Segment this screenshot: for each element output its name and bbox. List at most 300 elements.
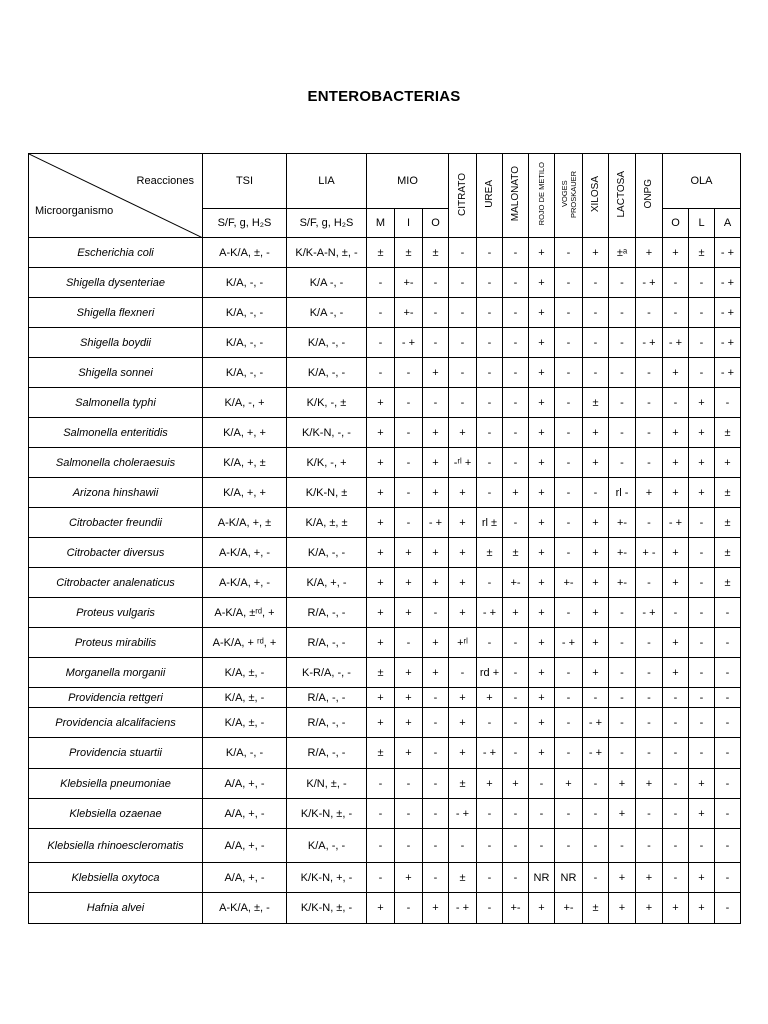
malonato-result: - [503,328,529,358]
urea-result: - + [477,598,503,628]
mio-i-result: + [395,688,423,708]
citrato-result: - [449,388,477,418]
table-row [29,478,741,508]
malonato-result: - [503,688,529,708]
lactosa-result: - [609,708,636,738]
xilosa-result: - + [583,738,609,769]
mio-i-result: + [395,738,423,769]
organism-name: Shigella sonnei [29,358,203,388]
malonato-result: - [503,418,529,448]
mio-m-result: - [367,298,395,328]
rojo-metilo-result: + [529,738,555,769]
lia-result: K/K-A-N, ±, - [287,238,367,268]
ola-o-result: - [663,738,689,769]
xilosa-result: - [583,358,609,388]
organism-name: Escherichia coli [29,238,203,268]
header-ola: OLA [663,154,741,209]
lia-result: K/K-N, ±, - [287,893,367,924]
rojo-metilo-result: + [529,538,555,568]
ola-l-result: - [689,688,715,708]
ola-l-result: - [689,568,715,598]
urea-result: - [477,328,503,358]
urea-result: - [477,799,503,829]
mio-i-result: + [395,863,423,893]
ola-l-result: + [689,769,715,799]
citrato-result: + [449,478,477,508]
urea-result: - [477,298,503,328]
ola-a-result: - [715,893,741,924]
malonato-result: - [503,829,529,863]
rojo-metilo-result: + [529,893,555,924]
organism-name: Klebsiella rhinoescleromatis [29,829,203,863]
lia-result: K/A, ±, ± [287,508,367,538]
organism-name: Klebsiella pneumoniae [29,769,203,799]
mio-m-result: + [367,708,395,738]
tsi-result: K/A, ±, - [203,708,287,738]
ola-o-result: - + [663,508,689,538]
voges-proskauer-result: - [555,658,583,688]
mio-i-result: +- [395,268,423,298]
malonato-result: - [503,799,529,829]
tsi-result: A-K/A, ±ʳᵈ, + [203,598,287,628]
header-tsi: TSI [203,154,287,209]
tsi-result: K/A, ±, - [203,658,287,688]
citrato-result: - + [449,799,477,829]
lactosa-result: - [609,388,636,418]
malonato-result: - [503,298,529,328]
lia-result: K-R/A, -, - [287,658,367,688]
tsi-result: A/A, +, - [203,769,287,799]
onpg-result: - [636,799,663,829]
ola-a-result: - [715,769,741,799]
ola-l-result: - [689,268,715,298]
mio-m-result: + [367,893,395,924]
mio-m-result: - [367,799,395,829]
table-row [29,708,741,738]
xilosa-result: + [583,538,609,568]
organism-name: Proteus vulgaris [29,598,203,628]
ola-a-result: - [715,658,741,688]
rojo-metilo-result: + [529,418,555,448]
mio-o-result: - [423,863,449,893]
rojo-metilo-result: + [529,598,555,628]
mio-o-result: - [423,829,449,863]
ola-o-result: + [663,448,689,478]
header-voges-proskauer: VOGES PROSKAUER [555,154,583,238]
ola-a-result: ± [715,568,741,598]
lia-result: K/K-N, +, - [287,863,367,893]
mio-m-result: + [367,598,395,628]
onpg-result: - [636,628,663,658]
malonato-result: + [503,478,529,508]
mio-o-result: - + [423,508,449,538]
citrato-result: ± [449,769,477,799]
tsi-result: K/A, +, + [203,418,287,448]
header-urea: UREA [477,154,503,238]
citrato-result: - [449,238,477,268]
header-rojo-de-metilo: ROJO DE METILO [529,154,555,238]
xilosa-result: - [583,688,609,708]
lactosa-result: - [609,328,636,358]
xilosa-result: - [583,829,609,863]
table-row [29,238,741,268]
xilosa-result: - + [583,708,609,738]
citrato-result: - [449,358,477,388]
header-ola-a: A [715,209,741,238]
xilosa-result: + [583,508,609,538]
organism-name: Shigella dysenteriae [29,268,203,298]
onpg-result: + [636,863,663,893]
table-row [29,388,741,418]
voges-proskauer-result: - [555,298,583,328]
header-mio-m: M [367,209,395,238]
tsi-result: K/A, +, ± [203,448,287,478]
xilosa-result: + [583,448,609,478]
rojo-metilo-result: + [529,328,555,358]
ola-l-result: - [689,628,715,658]
tsi-result: K/A, -, - [203,328,287,358]
lactosa-result: - [609,598,636,628]
lactosa-result: ±ᵃ [609,238,636,268]
table-row [29,769,741,799]
ola-o-result: + [663,893,689,924]
ola-l-result: - [689,508,715,538]
mio-o-result: - [423,708,449,738]
ola-l-result: ± [689,238,715,268]
citrato-result: ± [449,863,477,893]
mio-m-result: + [367,538,395,568]
urea-result: rd + [477,658,503,688]
lactosa-result: + [609,863,636,893]
rojo-metilo-result: - [529,769,555,799]
voges-proskauer-result: - [555,829,583,863]
table-row [29,568,741,598]
rojo-metilo-result: - [529,829,555,863]
lia-result: K/A, -, - [287,538,367,568]
lactosa-result: - [609,268,636,298]
voges-proskauer-result: - [555,508,583,538]
table-row [29,829,741,863]
ola-o-result: + [663,478,689,508]
malonato-result: +- [503,893,529,924]
citrato-result: +ʳˡ [449,628,477,658]
onpg-result: - + [636,598,663,628]
table-row [29,688,741,708]
voges-proskauer-result: - [555,708,583,738]
malonato-result: - [503,708,529,738]
organism-name: Shigella flexneri [29,298,203,328]
rojo-metilo-result: NR [529,863,555,893]
organism-name: Citrobacter analenaticus [29,568,203,598]
tsi-result: K/A, -, - [203,358,287,388]
voges-proskauer-result: +- [555,893,583,924]
lia-result: K/K, -, ± [287,388,367,418]
lia-result: R/A, -, - [287,688,367,708]
mio-m-result: - [367,328,395,358]
onpg-result: - + [636,268,663,298]
rojo-metilo-result: + [529,268,555,298]
xilosa-result: ± [583,893,609,924]
voges-proskauer-result: - + [555,628,583,658]
mio-o-result: - [423,268,449,298]
rojo-metilo-result: + [529,628,555,658]
mio-i-result: - [395,388,423,418]
mio-o-result: - [423,738,449,769]
rojo-metilo-result: + [529,508,555,538]
ola-l-result: - [689,298,715,328]
mio-o-result: + [423,358,449,388]
mio-i-result: - [395,358,423,388]
header-mio-o: O [423,209,449,238]
lia-result: K/A, -, - [287,328,367,358]
urea-result: - [477,893,503,924]
ola-o-result: - + [663,328,689,358]
organism-name: Salmonella typhi [29,388,203,418]
header-mio: MIO [367,154,449,209]
mio-o-result: + [423,448,449,478]
voges-proskauer-result: - [555,538,583,568]
ola-a-result: ± [715,418,741,448]
rojo-metilo-result: + [529,568,555,598]
ola-a-result: - [715,863,741,893]
ola-o-result: - [663,688,689,708]
header-corner [29,154,203,238]
mio-o-result: + [423,478,449,508]
mio-o-result: + [423,893,449,924]
lia-result: K/K-N, ±, - [287,799,367,829]
ola-l-result: - [689,738,715,769]
citrato-result: + [449,538,477,568]
citrato-result: + [449,568,477,598]
lia-result: R/A, -, - [287,708,367,738]
onpg-result: - [636,418,663,448]
mio-o-result: + [423,658,449,688]
lactosa-result: rl - [609,478,636,508]
lia-result: K/K-N, ± [287,478,367,508]
urea-result: ± [477,538,503,568]
onpg-result: + [636,769,663,799]
voges-proskauer-result: - [555,268,583,298]
xilosa-result: - [583,328,609,358]
onpg-result: + - [636,538,663,568]
header-ola-l: L [689,209,715,238]
malonato-result: - [503,738,529,769]
xilosa-result: + [583,418,609,448]
malonato-result: - [503,388,529,418]
ola-o-result: + [663,238,689,268]
lia-result: K/A -, - [287,268,367,298]
tsi-result: K/A, -, - [203,298,287,328]
malonato-result: + [503,598,529,628]
voges-proskauer-result: - [555,598,583,628]
citrato-result: + [449,418,477,448]
ola-a-result: - + [715,358,741,388]
header-lactosa: LACTOSA [609,154,636,238]
rojo-metilo-result: + [529,478,555,508]
lia-result: K/A -, - [287,298,367,328]
ola-o-result: - [663,298,689,328]
table-row [29,628,741,658]
urea-result: - [477,388,503,418]
ola-a-result: ± [715,538,741,568]
voges-proskauer-result: - [555,238,583,268]
corner-diagonal [29,154,203,238]
urea-result: - [477,863,503,893]
rojo-metilo-result: + [529,298,555,328]
tsi-result: K/A, -, + [203,388,287,418]
onpg-result: - [636,358,663,388]
lia-result: K/K-N, -, - [287,418,367,448]
table-row [29,328,741,358]
xilosa-result: + [583,568,609,598]
citrato-result: - [449,829,477,863]
onpg-result: - [636,829,663,863]
xilosa-result: - [583,769,609,799]
ola-a-result: - [715,688,741,708]
xilosa-result: - [583,298,609,328]
citrato-result: - [449,298,477,328]
header-xilosa: XILOSA [583,154,609,238]
mio-m-result: ± [367,658,395,688]
urea-result: rl ± [477,508,503,538]
ola-l-result: + [689,388,715,418]
mio-m-result: + [367,388,395,418]
ola-o-result: - [663,829,689,863]
table-row [29,799,741,829]
malonato-result: - [503,658,529,688]
mio-o-result: ± [423,238,449,268]
mio-i-result: - [395,448,423,478]
ola-o-result: + [663,628,689,658]
voges-proskauer-result: - [555,478,583,508]
mio-i-result: - [395,799,423,829]
ola-o-result: + [663,418,689,448]
mio-o-result: + [423,568,449,598]
urea-result: - [477,268,503,298]
onpg-result: - [636,448,663,478]
citrato-result: + [449,688,477,708]
citrato-result: + [449,598,477,628]
citrato-result: - [449,268,477,298]
ola-o-result: + [663,358,689,388]
lactosa-result: - [609,448,636,478]
lactosa-result: - [609,418,636,448]
header-microorganismo: Microorganismo [35,205,114,217]
organism-name: Citrobacter freundii [29,508,203,538]
tsi-result: A-K/A, ±, - [203,893,287,924]
organism-name: Proteus mirabilis [29,628,203,658]
mio-i-result: - [395,478,423,508]
table-body [29,238,741,924]
lactosa-result: - [609,738,636,769]
urea-result: - [477,829,503,863]
onpg-result: - [636,688,663,708]
ola-a-result: ± [715,478,741,508]
xilosa-result: + [583,628,609,658]
mio-i-result: - [395,769,423,799]
ola-a-result: - [715,829,741,863]
ola-o-result: - [663,769,689,799]
lactosa-result: + [609,769,636,799]
rojo-metilo-result: + [529,388,555,418]
urea-result: - [477,238,503,268]
ola-l-result: - [689,358,715,388]
tsi-result: A-K/A, ±, - [203,238,287,268]
rojo-metilo-result: + [529,238,555,268]
ola-l-result: - [689,658,715,688]
mio-o-result: - [423,769,449,799]
xilosa-result: - [583,863,609,893]
mio-m-result: - [367,268,395,298]
xilosa-result: ± [583,388,609,418]
mio-i-result: + [395,658,423,688]
ola-l-result: - [689,328,715,358]
ola-o-result: + [663,658,689,688]
urea-result: - [477,478,503,508]
tsi-result: K/A, ±, - [203,688,287,708]
voges-proskauer-result: - [555,418,583,448]
table-row [29,268,741,298]
header-onpg: ONPG [636,154,663,238]
tsi-result: A-K/A, + ʳᵈ, + [203,628,287,658]
lactosa-result: + [609,799,636,829]
lactosa-result: +- [609,508,636,538]
rojo-metilo-result: + [529,358,555,388]
ola-a-result: - [715,738,741,769]
ola-l-result: + [689,799,715,829]
mio-m-result: ± [367,238,395,268]
tsi-result: K/A, -, - [203,738,287,769]
ola-o-result: + [663,538,689,568]
mio-m-result: + [367,418,395,448]
tsi-result: A-K/A, +, - [203,538,287,568]
malonato-result: +- [503,568,529,598]
malonato-result: - [503,508,529,538]
onpg-result: - [636,388,663,418]
mio-o-result: - [423,328,449,358]
ola-a-result: - [715,708,741,738]
urea-result: - [477,358,503,388]
mio-i-result: - [395,893,423,924]
mio-m-result: + [367,448,395,478]
urea-result: + [477,688,503,708]
voges-proskauer-result: - [555,799,583,829]
lia-result: K/A, -, - [287,358,367,388]
organism-name: Arizona hinshawii [29,478,203,508]
tsi-result: K/A, -, - [203,268,287,298]
table-row [29,298,741,328]
ola-a-result: + [715,448,741,478]
xilosa-result: - [583,478,609,508]
onpg-result: + [636,478,663,508]
voges-proskauer-result: - [555,448,583,478]
ola-a-result: ± [715,508,741,538]
header-lia: LIA [287,154,367,209]
ola-a-result: - [715,598,741,628]
citrato-result: - [449,658,477,688]
table-row [29,358,741,388]
voges-proskauer-result: - [555,358,583,388]
mio-m-result: + [367,508,395,538]
ola-o-result: - [663,863,689,893]
tsi-result: A/A, +, - [203,829,287,863]
ola-l-result: - [689,538,715,568]
xilosa-result: - [583,799,609,829]
voges-proskauer-result: + [555,769,583,799]
citrato-result: - + [449,893,477,924]
tsi-result: A/A, +, - [203,863,287,893]
citrato-result: -ʳˡ + [449,448,477,478]
